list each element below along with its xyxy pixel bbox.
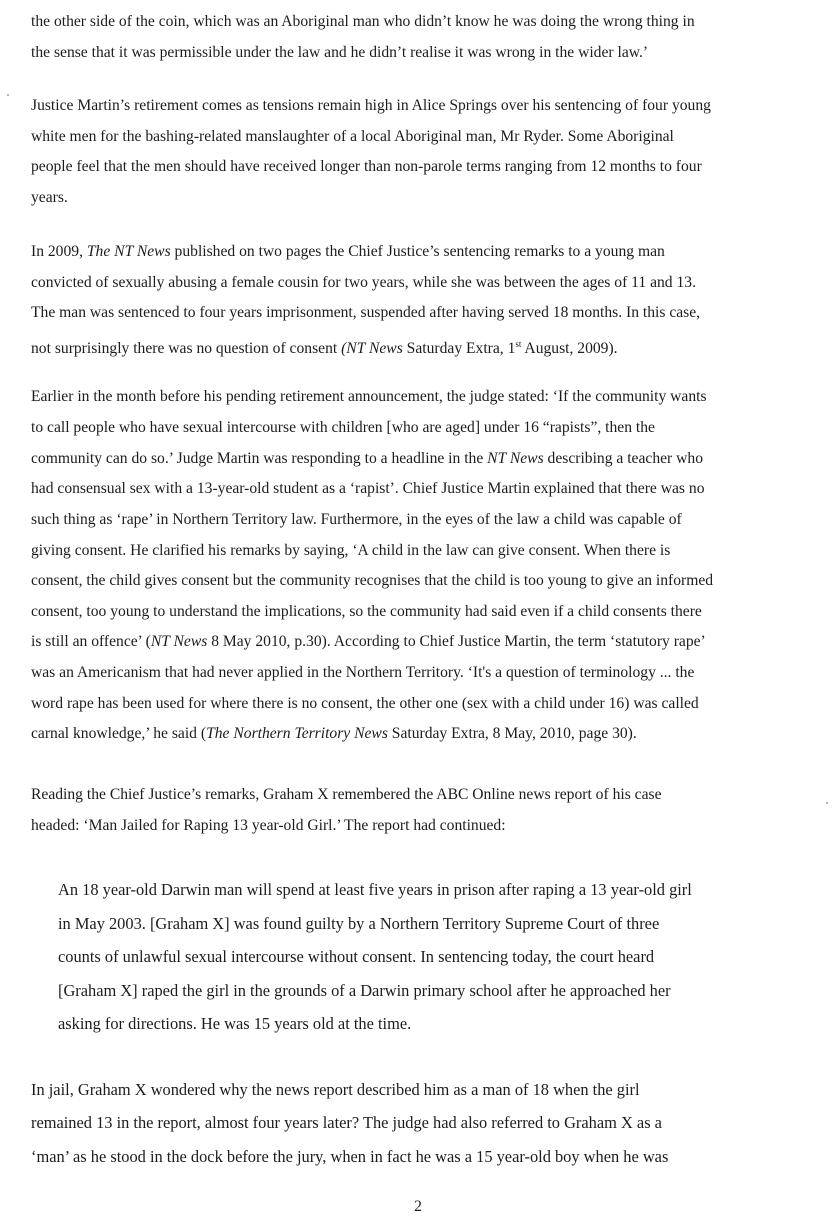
text-line: In jail, Graham X wondered why the news report described him as a man of 18 when the girl [31, 1080, 640, 1099]
quote-line: asking for directions. He was 15 years old at the time. [58, 1014, 412, 1033]
text-line: Earlier in the month before his pending retirement announcement, the judge stated: ‘If the community wants [31, 388, 707, 405]
publication-title: The Northern Territory News [206, 725, 388, 742]
quote-line: counts of unlawful sexual intercourse without consent. In sentencing today, the court heard [58, 947, 655, 966]
text-line: had consensual sex with a 13-year-old student as a ‘rapist’. Chief Justice Martin explained that there was no [31, 480, 705, 497]
text-run: In 2009, [31, 243, 87, 260]
text-line: white men for the bashing-related manslaughter of a local Aboriginal man, Mr Ryder. Some Aboriginal [31, 128, 674, 145]
publication-title: The NT News [86, 243, 171, 260]
ordinal-suffix: st [515, 339, 522, 349]
text-line: people feel that the men should have received longer than non-parole terms ranging from 12 months to four [31, 158, 702, 175]
text-line: to call people who have sexual intercourse with children [who are aged] under 16 “rapists”, then the [31, 419, 655, 436]
text-line: word rape has been used for where there is no consent, the other one (sex with a child under 16) was called [31, 695, 699, 712]
page-number: 2 [414, 1198, 422, 1215]
publication-title: NT News [487, 450, 544, 467]
text-line: remained 13 in the report, almost four years later? The judge had also referred to Graham X as a [31, 1113, 662, 1132]
text-line: was an Americanism that had never applied in the Northern Territory. ‘It's a question of terminology ... the [31, 664, 695, 681]
text-line [31, 242, 665, 262]
text-run: published on two pages the Chief Justice’s sentencing remarks to a young man [170, 243, 665, 260]
text-line: headed: ‘Man Jailed for Raping 13 year-old Girl.’ The report had continued: [31, 817, 506, 834]
text-run: not surprisingly there was no question of consent [31, 340, 342, 358]
text-line [31, 334, 618, 359]
text-line: convicted of sexually abusing a female cousin for two years, while she was between the ages of 11 and 13. [31, 274, 696, 291]
text-line: the sense that it was permissible under the law and he didn’t realise it was wrong in the wider law.’ [31, 44, 649, 61]
text-run: carnal knowledge,’ he said ( [31, 725, 207, 742]
text-run: August, 2009). [521, 340, 618, 358]
scan-speck [7, 94, 9, 96]
text-run: 8 May 2010, p.30). According to Chief Justice Martin, the term ‘statutory rape’ [207, 633, 706, 650]
text-line: consent, too young to understand the implications, so the community had said even if a child consents there [31, 603, 702, 620]
text-line: the other side of the coin, which was an Aboriginal man who didn’t know he was doing the wrong thing in [31, 13, 695, 30]
text-line: consent, the child gives consent but the community recognises that the child is too young to give an informed [31, 572, 714, 589]
publication-title: NT News [150, 633, 208, 650]
text-line: Justice Martin’s retirement comes as tensions remain high in Alice Springs over his sentencing of four young [31, 97, 711, 114]
text-run: community can do so.’ Judge Martin was responding to a headline in the [31, 450, 488, 467]
text-run: Saturday Extra, 8 May, 2010, page 30). [387, 725, 637, 742]
scan-speck [826, 802, 828, 804]
text-line [31, 632, 706, 652]
text-run: is still an offence’ ( [31, 633, 151, 650]
text-line [31, 724, 637, 744]
text-line [31, 449, 703, 469]
text-line: giving consent. He clarified his remarks by saying, ‘A child in the law can give consent. When there is [31, 542, 671, 559]
text-line: Reading the Chief Justice’s remarks, Graham X remembered the ABC Online news report of his case [31, 786, 662, 803]
text-line: ‘man’ as he stood in the dock before the jury, when in fact he was a 15 year-old boy when he was [31, 1147, 669, 1166]
quote-line: [Graham X] raped the girl in the grounds of a Darwin primary school after he approached her [58, 981, 671, 1000]
text-run: Saturday Extra, 1 [402, 340, 516, 358]
text-line: such thing as ‘rape’ in Northern Territory law. Furthermore, in the eyes of the law a child was capable of [31, 511, 682, 528]
text-line: The man was sentenced to four years imprisonment, suspended after having served 18 months. In this case, [31, 304, 701, 321]
text-line: years. [31, 189, 68, 206]
publication-title: (NT News [341, 340, 403, 358]
text-run: describing a teacher who [543, 450, 703, 467]
quote-line: in May 2003. [Graham X] was found guilty by a Northern Territory Supreme Court of three [58, 914, 660, 933]
quote-line: An 18 year-old Darwin man will spend at least five years in prison after raping a 13 year-old girl [58, 880, 692, 899]
